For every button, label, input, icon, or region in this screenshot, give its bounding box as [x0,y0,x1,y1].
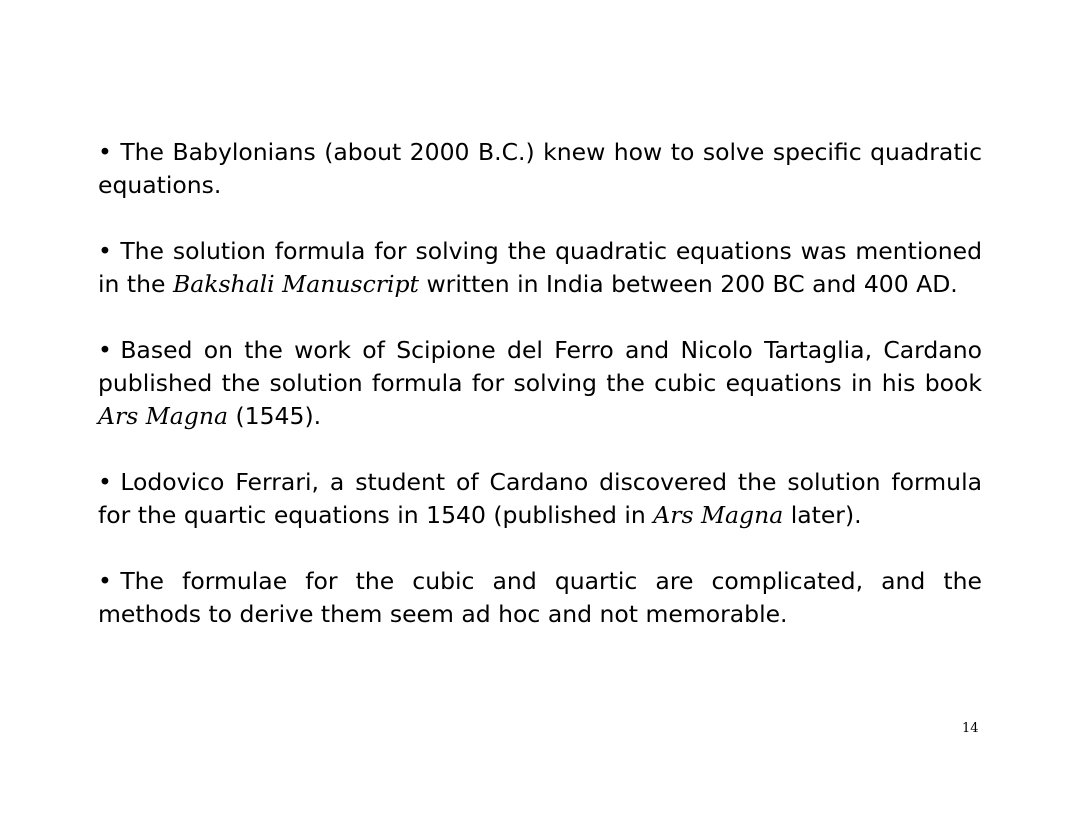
bullet-text: Based on the work of Scipione del Ferro and Nicolo Tartaglia, Cardano published the solution formula for solving the cubic equations in his book [98,336,982,397]
bullet-text: The Babylonians (about 2000 B.C.) knew how to solve specific quadratic equations. [98,138,982,199]
bullet-dot-icon: • [98,336,112,364]
bullet-item [98,235,982,301]
bullet-dot-icon: • [98,237,112,265]
bullet-text: later). [783,501,862,529]
manuscript-title: Bakshali Manuscript [172,270,419,298]
bullet-item [98,136,982,202]
book-title: Ars Magna [653,501,784,529]
bullet-list [98,136,982,664]
book-title: Ars Magna [98,402,228,430]
bullet-item [98,466,982,532]
bullet-item [98,334,982,433]
bullet-item [98,565,982,631]
bullet-text: The solution formula for solving the quadratic equations was mentioned in the [98,237,982,298]
bullet-dot-icon: • [98,138,112,166]
page-number: 14 [962,721,979,736]
bullet-text: (1545). [228,402,322,430]
bullet-text: The formulae for the cubic and quartic are complicated, and the methods to derive them seem ad hoc and not memorable. [98,567,982,628]
bullet-text: written in India between 200 BC and 400 AD. [418,270,958,298]
bullet-text: Lodovico Ferrari, a student of Cardano discovered the solution formula for the quartic equations in 1540 (published in [98,468,982,529]
bullet-dot-icon: • [98,567,112,595]
bullet-dot-icon: • [98,468,112,496]
